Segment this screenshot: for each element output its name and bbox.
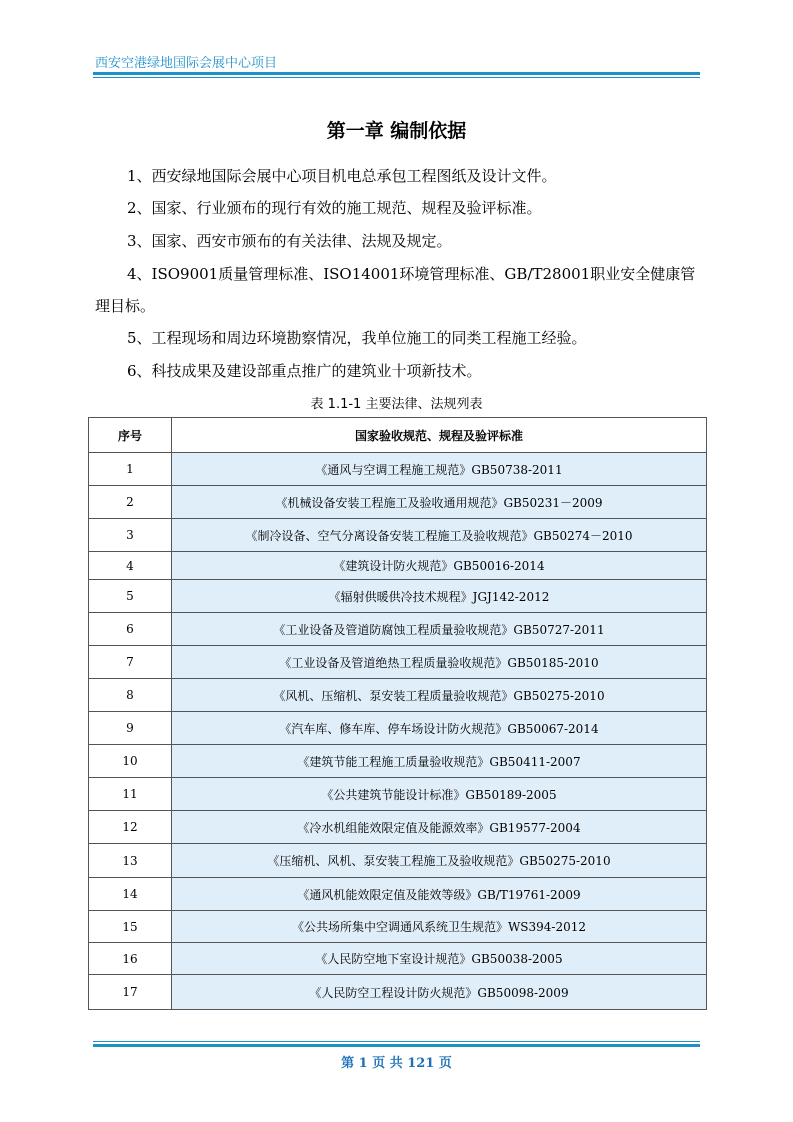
header-cell-standard: 国家验收规范、规程及验评标准 (172, 418, 707, 453)
row-index-cell: 8 (89, 679, 172, 712)
table-caption: 表 1.1-1 主要法律、法规列表 (310, 397, 483, 412)
row-index-cell: 12 (89, 811, 172, 844)
paragraph-1 (95, 160, 705, 192)
row-index-cell: 11 (89, 778, 172, 811)
paragraph-text: 4、ISO9001质量管理标准、ISO14001环境管理标准、GB/T28001职业安全健康管理目标。 (95, 265, 696, 315)
document-header-title: 西安空港绿地国际会展中心项目 (95, 56, 278, 71)
table-row (89, 778, 707, 811)
row-index-cell: 2 (89, 486, 172, 519)
row-standard-cell: 《汽车库、修车库、停车场设计防火规范》GB50067-2014 (172, 712, 707, 745)
table-row (89, 453, 707, 486)
page-number: 第 1 页 共 121 页 (341, 1056, 452, 1071)
row-standard-cell: 《通风机能效限定值及能效等级》GB/T19761-2009 (172, 878, 707, 911)
paragraph-text: 6、科技成果及建设部重点推广的建筑业十项新技术。 (127, 362, 482, 380)
paragraph-text: 1、西安绿地国际会展中心项目机电总承包工程图纸及设计文件。 (127, 167, 557, 185)
row-index-cell: 9 (89, 712, 172, 745)
table-row (89, 811, 707, 844)
header-rule-thin (93, 77, 700, 78)
paragraph-6 (95, 355, 705, 387)
chapter-title: 第一章 编制依据 (326, 120, 467, 142)
row-standard-cell: 《制冷设备、空气分离设备安装工程施工及验收规范》GB50274－2010 (172, 519, 707, 552)
row-standard-cell: 《人民防空工程设计防火规范》GB50098-2009 (172, 975, 707, 1010)
table-row (89, 613, 707, 646)
row-standard-cell: 《辐射供暖供冷技术规程》JGJ142-2012 (172, 580, 707, 613)
header-rule-thick (93, 72, 700, 75)
table-row (89, 679, 707, 712)
table-row (89, 580, 707, 613)
table-row (89, 552, 707, 580)
paragraph-text: 5、工程现场和周边环境勘察情况，我单位施工的同类工程施工经验。 (127, 329, 587, 347)
row-index-cell: 6 (89, 613, 172, 646)
row-index-cell: 15 (89, 911, 172, 943)
row-index-cell: 7 (89, 646, 172, 679)
row-standard-cell: 《风机、压缩机、泵安装工程质量验收规范》GB50275-2010 (172, 679, 707, 712)
table-header-row (89, 418, 707, 453)
paragraph-2 (95, 192, 705, 224)
row-index-cell: 4 (89, 552, 172, 580)
regulations-table (88, 417, 707, 1010)
paragraph-5 (95, 322, 705, 354)
table-row (89, 486, 707, 519)
row-standard-cell: 《建筑节能工程施工质量验收规范》GB50411-2007 (172, 745, 707, 778)
table-row (89, 646, 707, 679)
paragraph-4 (95, 258, 705, 322)
row-standard-cell: 《压缩机、风机、泵安装工程施工及验收规范》GB50275-2010 (172, 844, 707, 878)
row-standard-cell: 《公共建筑节能设计标准》GB50189-2005 (172, 778, 707, 811)
table-row (89, 844, 707, 878)
footer-rule-thick (93, 1044, 700, 1047)
row-standard-cell: 《冷水机组能效限定值及能源效率》GB19577-2004 (172, 811, 707, 844)
table-row (89, 975, 707, 1010)
table-row (89, 745, 707, 778)
row-index-cell: 16 (89, 943, 172, 975)
row-index-cell: 10 (89, 745, 172, 778)
paragraph-text: 3、国家、西安市颁布的有关法律、法规及规定。 (127, 232, 452, 250)
paragraph-3 (95, 225, 705, 257)
row-standard-cell: 《公共场所集中空调通风系统卫生规范》WS394-2012 (172, 911, 707, 943)
row-standard-cell: 《通风与空调工程施工规范》GB50738-2011 (172, 453, 707, 486)
row-standard-cell: 《建筑设计防火规范》GB50016-2014 (172, 552, 707, 580)
row-index-cell: 14 (89, 878, 172, 911)
table-row (89, 519, 707, 552)
header-cell-index: 序号 (89, 418, 172, 453)
table-row (89, 943, 707, 975)
row-index-cell: 13 (89, 844, 172, 878)
row-standard-cell: 《工业设备及管道绝热工程质量验收规范》GB50185-2010 (172, 646, 707, 679)
table-row (89, 878, 707, 911)
row-index-cell: 17 (89, 975, 172, 1010)
row-index-cell: 5 (89, 580, 172, 613)
row-standard-cell: 《工业设备及管道防腐蚀工程质量验收规范》GB50727-2011 (172, 613, 707, 646)
row-index-cell: 3 (89, 519, 172, 552)
paragraph-text: 2、国家、行业颁布的现行有效的施工规范、规程及验评标准。 (127, 199, 542, 217)
footer-rule-thin (93, 1041, 700, 1042)
table-row (89, 911, 707, 943)
row-standard-cell: 《机械设备安装工程施工及验收通用规范》GB50231－2009 (172, 486, 707, 519)
table-row (89, 712, 707, 745)
row-index-cell: 1 (89, 453, 172, 486)
row-standard-cell: 《人民防空地下室设计规范》GB50038-2005 (172, 943, 707, 975)
